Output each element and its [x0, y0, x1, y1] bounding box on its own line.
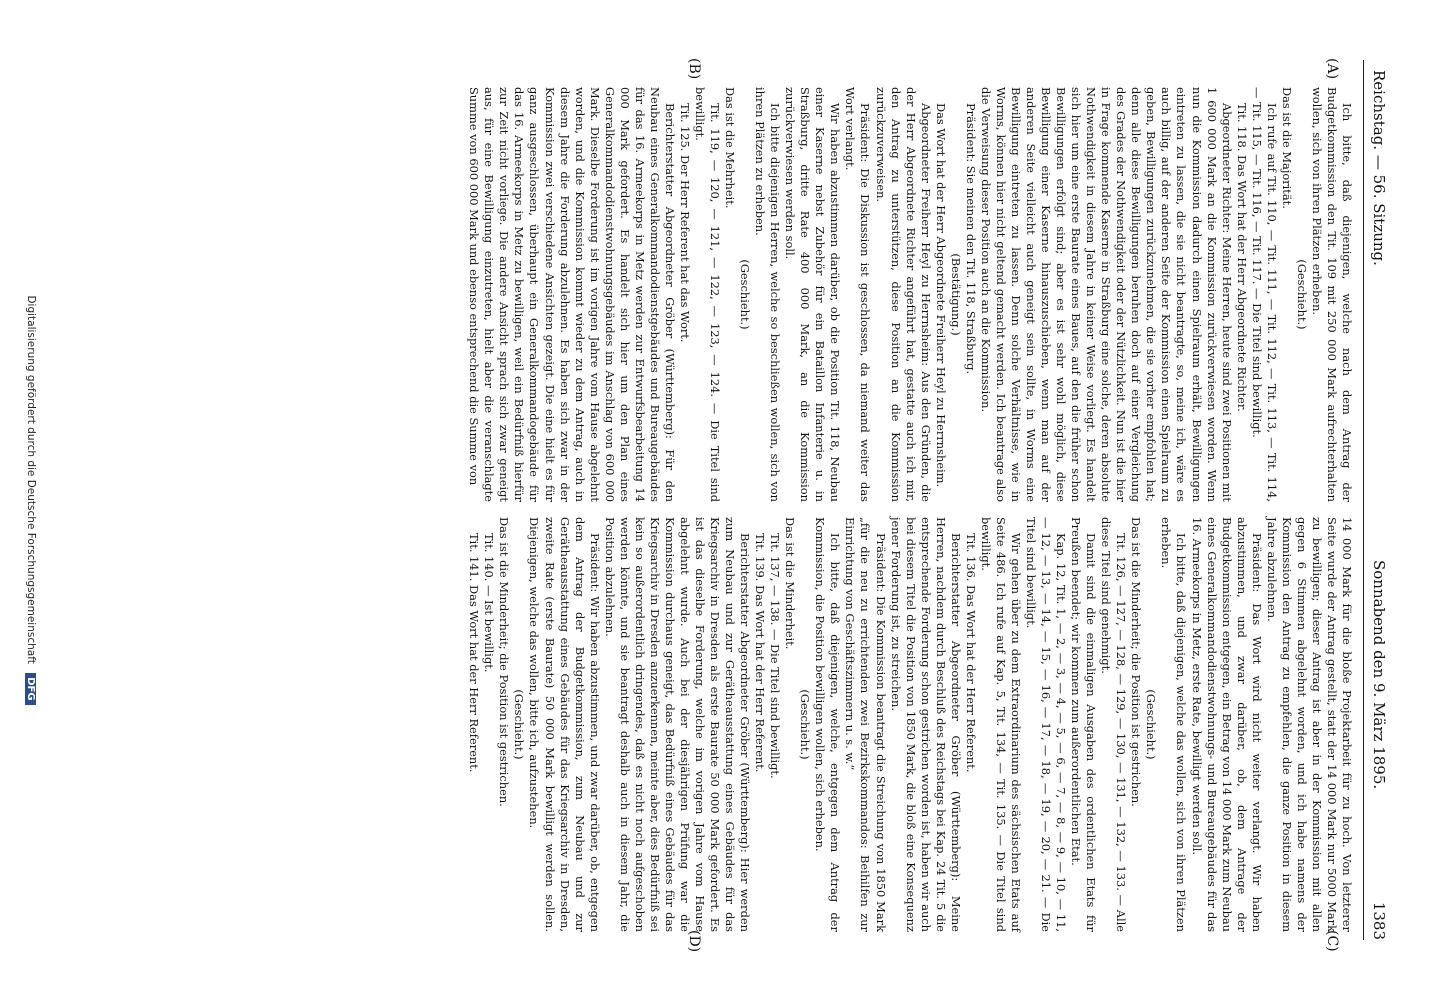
margin-mark-a: (A) — [1324, 58, 1340, 80]
stage-direction: (Bestätigung.) — [948, 253, 963, 336]
paragraph: Das ist die Minderheit; die Position ist gestrichen. — [1129, 517, 1144, 807]
left-text-column — [466, 87, 1354, 502]
paragraph: Das Wort hat der Herr Abgeordnete Freiherr Heyl zu Herrnsheim. — [933, 103, 948, 488]
paragraph: Tit. 140. — Ist bewilligt. — [482, 533, 497, 673]
paragraph: Das ist die Minderheit; die Position ist gestrichen. — [497, 517, 512, 807]
margin-mark-d: (D) — [686, 930, 702, 953]
paragraph: Ich bitte diejenigen Herren, welche so beschließen wollen, sich von ihren Plätzen zu erheben. — [753, 87, 783, 502]
paragraph: 14 000 Mark für die bloße Projektarbeit für zu hoch. Von letzterer Seite wurde der Antrag gestellt, statt der 14 000 Mark nur 5000 Mark zu bewilligen; dieser Antrag ist aber in der Kommission mit allen gegen 6 Stimmen abgelehnt worden, und ich habe namens der Kommission den Antrag zu empfehlen, die ganze Position in diesem Jahre abzulehnen. — [1264, 517, 1354, 932]
paragraph: Das ist die Minderheit. — [783, 517, 798, 650]
paragraph: Berichterstatter Abgeordneter Gröber (Württemberg): Für den Neubau eines Generalkommandodienstgebäudes und Bureaugebäudes für das 16. Armeekorps in Metz werden zur Entwurfsbearbeitung 14 000 Mark gefordert. Es handelt sich hier um den Plan eines Generalkommandodienstwohnungsgebäudes im Anschlag von 600 000 Mark. Dieselbe Forderung ist im vorigen Jahre vom Hause abgelehnt worden, und die Kommission kommt wieder zu dem Antrag, auch in diesem Jahre die Forderung abzulehnen. Es haben sich zwar in der Kommission zwei verschiedene Ansichten gezeigt. Die eine hielt es für ganz ausgeschlossen, überhaupt ein Generalkommandogebäude für das 16. Armeekorps in Metz zu bewilligen, weil ein Bedürfniß hierfür zur Zeit nicht vorliege. Die andere Ansicht sprach sich zwar geneigt aus, für eine Bewilligung einzutreten, hielt aber die veranschlagte Summe von 600 000 Mark und ebenso entsprechend die Summe von — [467, 87, 677, 502]
paragraph: Präsident: Wir haben abzustimmen, und zwar darüber, ob, entgegen dem Antrag der Budgetkommission, zum Neubau und zur Gerätheausstattung eines Gebäudes für das Kriegsarchiv in Dresden, zweite Rate (erste Baurate) 50 000 Mark bewilligt werden sollen. Diejenigen, welche das wollen, bitte ich, aufzustehen. — [527, 517, 602, 932]
header-rule — [1363, 60, 1364, 940]
paragraph: Ich bitte, daß diejenigen, welche nach dem Antrag der Budgetkommission den Tit. 109 mit 250 000 Mark aufrechterhalten wollen, sich von ihren Plätzen erheben. — [1309, 87, 1354, 502]
paragraph: Tit. 119, — 120, — 121, — 122, — 123, — 124. — Die Titel sind bewilligt. — [692, 87, 723, 502]
paragraph: Tit. 118. Das Wort hat der Herr Abgeordnete Richter. — [1234, 103, 1249, 412]
paragraph: Damit sind die einmaligen Ausgaben des ordentlichen Etats für Preußen beendet; wir kommen zum außerordentlichen Etat. — [1069, 517, 1099, 932]
paragraph: Tit. 136. Das Wort hat der Herr Referent. — [963, 533, 978, 773]
paragraph: Präsident: Die Kommission beantragt die Streichung von 1850 Mark „für die neu zu errichtenden zwei Bezirkskommandos: Beihilfen zur Einrichtung von Geschäftszimmern u. s. w.“ — [843, 517, 888, 932]
paragraph: Das ist die Majorität. — [1279, 87, 1294, 209]
paragraph: Abgeordneter Richter: Meine Herren, heute sind zwei Positionen mit 1 600 000 Mark an die Kommission zurückverwiesen worden. Wenn nun die Kommission dadurch einen Spielraum erhält, Bewilligungen eintreten zu lassen, die sie nicht beantragte, so, meine ich, wäre es auch billig, auf der anderen Seite der Kommission einen Spielraum zu geben, Bewilligungen zurückzunehmen, die sie vorher empfohlen hat; denn alle diese Bewilligungen beruhen doch auf einer Vergleichung des Grades der Nothwendigkeit oder der Nützlichkeit. Nun ist die hier in Frage kommende Kaserne in Straßburg eine solche, deren absolute Nothwendigkeit in diesem Jahre in keiner Weise vorliegt. Es handelt sich hier um eine erste Baurate eines Baues, auf den die früher schon Bewilligungen erfolgt sind; aber es ist sehr wohl möglich, diese Bewilligung einer Kaserne hinauszuschieben, wenn man auf der anderen Seite vielleicht auch geneigt sein sollte, in Worms eine Bewilligung eintreten zu lassen. Denn solche Verhältnisse, wie in Worms, können hier nicht geltend gemacht werden. Ich beantrage also die Verweisung dieser Position auch an die Kommission. — [978, 87, 1234, 502]
paragraph: Tit. 126, — 127, — 128, — 129, — 130, — 131, — 132, — 133. — Alle diese Titel sind genehmigt. — [1099, 517, 1129, 932]
paragraph: Das ist die Mehrheit. — [723, 87, 738, 209]
dfg-logo: DFG — [25, 673, 36, 704]
stage-direction: (Geschieht.) — [798, 689, 813, 760]
stage-direction: (Geschieht.) — [1294, 259, 1309, 330]
paragraph: Tit. 141. Das Wort hat der Herr Referent. — [467, 533, 482, 773]
margin-mark-c: (C) — [1324, 930, 1340, 952]
paragraph: Präsident: Die Diskussion ist geschlossen, da niemand weiter das Wort verlangt. — [843, 87, 873, 502]
digitization-credit — [7, 20, 37, 980]
paragraph: Abgeordneter Freiherr Heyl zu Herrnsheim: Aus den Gründen, die der Herr Abgeordnete Richter angeführt hat, gestatte auch ich mir, den Antrag zu unterstützen, diese Position an die Kommission zurückzuverweisen. — [873, 87, 933, 502]
paragraph: Wir haben abzustimmen darüber, ob die Position Tit. 118, Neubau einer Kaserne nebst Zubehör für ein Bataillon Infanterie u. in Straßburg, dritte Rate 400 000 Mark, an die Kommission zurückverwiesen werden soll. — [783, 87, 843, 502]
paragraph: Kap. 12, Tit. 1, — 2, — 3, — 4, — 5, — 6, — 7, — 8, — 9, — 10, — 11, — 12, — 13, — 14, — 15, — 16, — 17, — 18, — 19, — 20, — 21. — Die Titel sind bewilligt. — [1024, 517, 1069, 932]
stage-direction: (Geschieht.) — [738, 259, 753, 330]
paragraph: Tit. 125. Der Herr Referent hat das Wort. — [677, 103, 692, 343]
stage-direction: (Geschieht.) — [512, 689, 527, 760]
paragraph: Wir gehen über zu dem Extraordinarium des sächsischen Etats auf Seite 486. Ich rufe auf Kap. 5, Tit. 134, — Tit. 135. — Die Titel sind bewilligt. — [978, 517, 1023, 932]
paragraph: Präsident: Sie meinen den Tit. 118, Straßburg. — [963, 103, 978, 375]
margin-mark-b: (B) — [686, 58, 702, 80]
paragraph: Berichterstatter Abgeordneter Gröber (Württemberg): Hier werden zum Neubau und zur Gerätheausstattung eines Gebäudes für das Kriegsarchiv in Dresden als erste Baurate 50 000 Mark gefordert. Es ist das dieselbe Forderung, welche im vorigen Jahre vom Hause abgelehnt wurde. Auch bei der diesjährigen Prüfung war die Kommission durchaus geneigt, das Bedürfniß eines Gebäudes für das Kriegsarchiv in Dresden anzuerkennen, meinte aber, dies Bedürfniß sei kein so außerordentlich dringendes, daß es nicht noch aufgeschoben werden könnte, und sie beantragt deshalb auch in diesem Jahr, die Position abzulehnen. — [602, 517, 753, 932]
page-number: 1383 — [1370, 901, 1388, 940]
running-head-date: Sonnabend den 9. März 1895. — [1370, 560, 1388, 790]
paragraph: Ich bitte, daß diejenigen, welche das wollen, sich von ihren Plätzen erheben. — [1159, 517, 1189, 932]
stage-direction: (Geschieht.) — [1144, 689, 1159, 760]
paragraph: Berichterstatter Abgeordneter Gröber (Württemberg): Meine Herren, nachdem durch Beschluß des Reichstags bei Kap. 24 Tit. 5 die entsprechende Forderung schon gestrichen worden ist, haben wir auch bei diesem Titel die Position von 1850 Mark, die bloß eine Konsequenz jener Forderung ist, zu streichen. — [888, 517, 963, 932]
paragraph: Präsident: Das Wort wird nicht weiter verlangt. Wir haben abzustimmen, und zwar darüber, ob, dem Antrage der Budgetkommission entgegen, ein Betrag von 14 000 Mark zum Neubau eines Generalkommandodienstwohnungs- und Bureaugebäudes für das 16. Armeekorps in Metz, erste Rate, bewilligt werden soll. — [1189, 517, 1264, 932]
paragraph: Tit. 137, — 138. — Die Titel sind bewilligt. — [768, 533, 783, 779]
paragraph: Ich bitte, daß diejenigen, welche, entgegen dem Antrag der Kommission, die Position bewilligen wollen, sich erheben. — [813, 517, 843, 932]
paragraph: Ich rufe auf Tit. 110, — Tit. 111, — Tit. 112, — Tit. 113, — Tit. 114, — Tit. 115, — Tit. 116, — Tit. 117. — Die Titel sind bewilligt. — [1249, 87, 1279, 502]
credit-text: Digitalisierung gefördert durch die Deutsche Forschungsgemeinschaft — [25, 295, 37, 664]
paragraph: Tit. 139. Das Wort hat der Herr Referent. — [753, 533, 768, 773]
right-text-column — [466, 517, 1354, 932]
running-head-left: Reichstag. — 56. Sitzung. — [1370, 70, 1388, 266]
